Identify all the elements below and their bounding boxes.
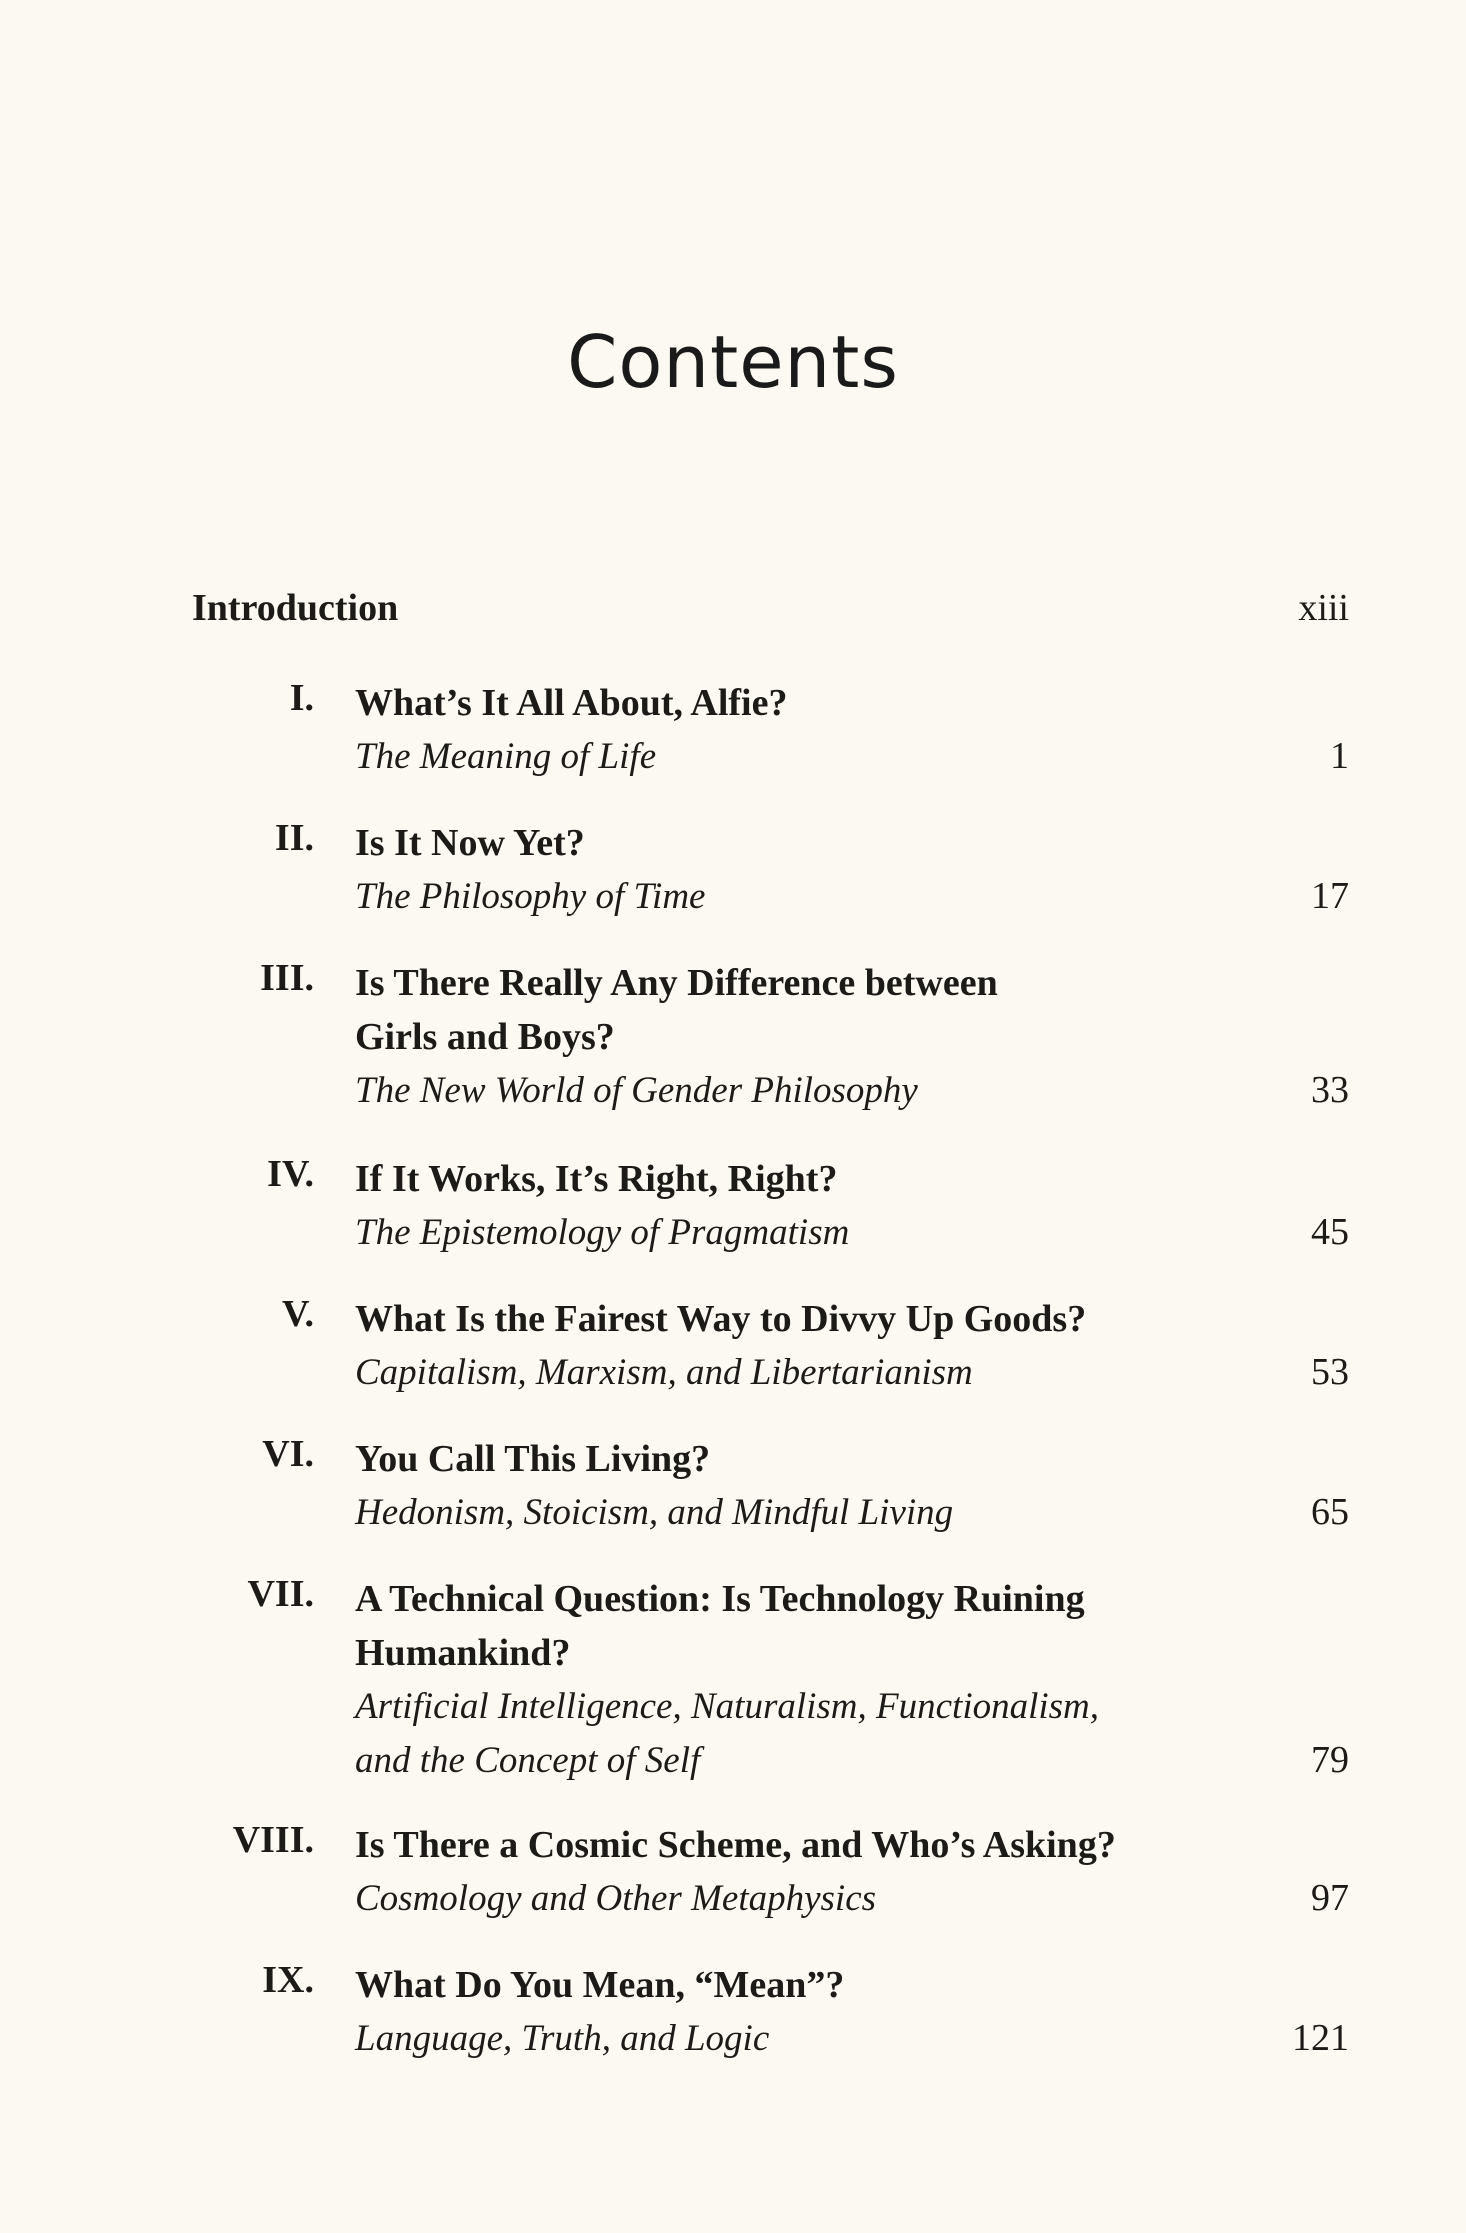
chapter-heading: What Is the Fairest Way to Divvy Up Goods? (355, 1298, 1087, 1340)
chapter-subtitle: Cosmology and Other Metaphysics (355, 1878, 877, 1919)
chapter-subtitle: The Philosophy of Time (355, 876, 706, 917)
chapter-heading: What Do You Mean, “Mean”? (355, 1964, 845, 2006)
chapter-text (355, 1292, 1215, 1400)
chapter-page-number: 17 (1311, 875, 1349, 917)
chapter-heading: A Technical Question: Is Technology Ruining (355, 1578, 1085, 1620)
chapter-subtitle: and the Concept of Self (355, 1740, 701, 1781)
chapter-heading: If It Works, It’s Right, Right? (355, 1158, 838, 1200)
chapter-page-number: 65 (1311, 1491, 1349, 1533)
chapter-subtitle: Artificial Intelligence, Naturalism, Functionalism, (355, 1686, 1100, 1727)
chapter-text (355, 1432, 1215, 1540)
chapter-page-number: 53 (1311, 1351, 1349, 1393)
chapter-heading: Humankind? (355, 1632, 571, 1674)
chapter-numeral: IV. (267, 1153, 314, 1195)
chapter-subtitle: Hedonism, Stoicism, and Mindful Living (355, 1492, 954, 1533)
toc-introduction-page: xiii (1298, 587, 1349, 629)
chapter-numeral: VI. (262, 1433, 314, 1475)
chapter-subtitle: The New World of Gender Philosophy (355, 1070, 918, 1111)
chapter-text (355, 1572, 1215, 1788)
chapter-page-number: 45 (1311, 1211, 1349, 1253)
chapter-text (355, 1958, 1215, 2066)
chapter-heading: Is There Really Any Difference between (355, 962, 998, 1004)
chapter-text (355, 676, 1215, 784)
page-title: Contents (567, 320, 899, 404)
chapter-text (355, 1152, 1215, 1260)
chapter-heading: What’s It All About, Alfie? (355, 682, 788, 724)
chapter-text (355, 1818, 1215, 1926)
toc-introduction-label: Introduction (192, 587, 399, 629)
chapter-numeral: III. (260, 957, 314, 999)
chapter-heading: Is There a Cosmic Scheme, and Who’s Asking? (355, 1824, 1116, 1866)
chapter-page-number: 79 (1311, 1739, 1349, 1781)
chapter-heading: Girls and Boys? (355, 1016, 615, 1058)
chapter-numeral: II. (274, 817, 314, 859)
chapter-numeral: V. (281, 1293, 314, 1335)
chapter-page-number: 1 (1330, 735, 1349, 777)
chapter-subtitle: The Meaning of Life (355, 736, 657, 777)
chapter-page-number: 33 (1311, 1069, 1349, 1111)
chapter-page-number: 97 (1311, 1877, 1349, 1919)
chapter-page-number: 121 (1292, 2017, 1349, 2059)
chapter-subtitle: Language, Truth, and Logic (355, 2018, 770, 2059)
chapter-subtitle: The Epistemology of Pragmatism (355, 1212, 850, 1253)
chapter-text (355, 816, 1215, 924)
chapter-numeral: VII. (247, 1573, 314, 1615)
chapter-subtitle: Capitalism, Marxism, and Libertarianism (355, 1352, 973, 1393)
chapter-numeral: I. (289, 677, 314, 719)
chapter-heading: You Call This Living? (355, 1438, 711, 1480)
chapter-text (355, 956, 1215, 1118)
chapter-numeral: IX. (262, 1959, 314, 2001)
chapter-numeral: VIII. (232, 1819, 314, 1861)
chapter-heading: Is It Now Yet? (355, 822, 585, 864)
